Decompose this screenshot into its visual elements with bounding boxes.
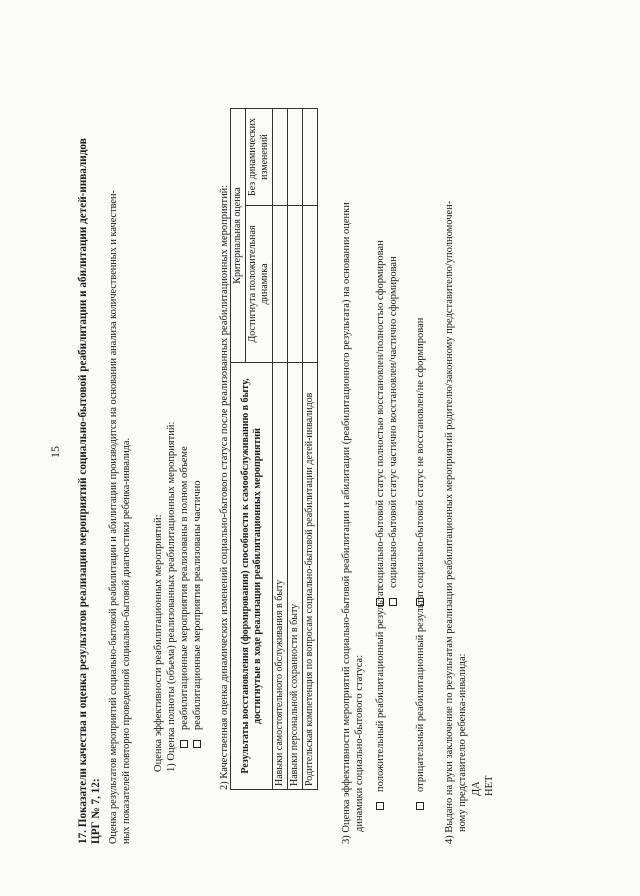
- table-header-no-change: Без динамических изменений: [246, 109, 273, 206]
- results-table: [230, 108, 318, 790]
- negative-result-option[interactable]: [414, 590, 427, 810]
- table-header-criteria: Критериальная оценка: [231, 109, 246, 363]
- completeness-option-full[interactable]: [178, 446, 191, 748]
- option-label: социально-бытовой статус частично восстановлен/частично сформирован: [388, 256, 399, 588]
- completeness-option-partial[interactable]: [191, 481, 204, 748]
- table-cell-label: Навыки самостоятельного обслуживания в быту: [273, 363, 288, 790]
- conclusion-heading-line1: 4) Выдано на руки заключение по результатам реализации реабилитационных мероприятий родителю/законному представителю/уполномочен-: [444, 200, 455, 844]
- table-cell-positive[interactable]: [288, 206, 303, 363]
- section-title-line2: ЦРГ № 7, 12:: [90, 778, 102, 844]
- quality-heading: 2) Качественная оценка динамических изменений социально-бытового статуса после реализованных реабилитационных мероприятий:: [219, 184, 230, 790]
- positive-result-suboption-partial[interactable]: [387, 256, 400, 606]
- conclusion-heading-line2: ному представителю ребенка-инвалида:: [457, 653, 468, 832]
- evaluation-heading-line2: динамики социально-бытового статуса:: [354, 654, 365, 832]
- table-header-positive: Достигнута положительная динамика: [246, 206, 273, 363]
- checkbox-icon[interactable]: [376, 802, 384, 810]
- intro-line2: ных показателей повторно проведенной социально-бытовой диагностики ребенка-инвалида.: [121, 437, 132, 844]
- section-title-line1: 17. Показатели качества и оценка результатов реализации мероприятий социально-бытовой реабилитации и абилитации детей-инвалидов: [77, 138, 89, 844]
- positive-result-suboption-full[interactable]: [374, 240, 387, 606]
- table-cell-positive[interactable]: [303, 206, 318, 363]
- checkbox-icon[interactable]: [416, 802, 424, 810]
- table-cell-no-change[interactable]: [303, 109, 318, 206]
- section-title: [77, 138, 103, 844]
- positive-result-option[interactable]: [374, 587, 387, 810]
- option-label: социально-бытовой статус не восстановлен/не сформирован: [415, 317, 426, 588]
- checkbox-icon[interactable]: [389, 598, 397, 606]
- completeness-heading: 1) Оценка полноты (объема) реализованных реабилитационных мероприятий:: [166, 421, 177, 772]
- table-cell-positive[interactable]: [273, 206, 288, 363]
- table-cell-label: Родительская компетенция по вопросам социально-бытовой реабилитации детей-инвалидов: [303, 363, 318, 790]
- option-label: положительный реабилитационный результат: [375, 586, 386, 792]
- option-label: реабилитационные мероприятия реализованы в полном объеме: [179, 446, 190, 730]
- evaluation-heading-line1: 3) Оценка эффективности мероприятий социально-бытовой реабилитации и абилитации (реабилитационного результата) на основании оценки: [341, 202, 352, 844]
- table-header-results: Результаты восстановления (формирования) способности к самообслуживанию в быту, достигнутые в ходе реализации реабилитационных мероприятий: [231, 363, 273, 790]
- option-label: социально-бытовой статус полностью восстановлен/полностью сформирован: [375, 240, 386, 588]
- table-row: [273, 109, 288, 790]
- table-cell-no-change[interactable]: [273, 109, 288, 206]
- page-number: 15: [48, 446, 62, 458]
- checkbox-icon[interactable]: [180, 740, 188, 748]
- intro-paragraph: [107, 190, 133, 844]
- table-cell-no-change[interactable]: [288, 109, 303, 206]
- negative-result-suboption[interactable]: [414, 318, 427, 606]
- table-row: [303, 109, 318, 790]
- intro-line1: Оценка результатов мероприятий социально-бытовой реабилитации и абилитации производится на основании анализа количественных и качествен-: [108, 190, 119, 844]
- conclusion-no[interactable]: НЕТ: [484, 775, 495, 796]
- checkbox-icon[interactable]: [193, 740, 201, 748]
- option-label: реабилитационные мероприятия реализованы частично: [192, 480, 203, 730]
- conclusion-yes[interactable]: ДА: [471, 781, 482, 796]
- table-cell-label: Навыки персональной сохранности в быту: [288, 363, 303, 790]
- checkbox-icon[interactable]: [376, 598, 384, 606]
- effectiveness-heading: Оценка эффективности реабилитационных мероприятий:: [153, 514, 164, 772]
- table-row: [288, 109, 303, 790]
- checkbox-icon[interactable]: [416, 598, 424, 606]
- option-label: отрицательный реабилитационный результат: [415, 590, 426, 792]
